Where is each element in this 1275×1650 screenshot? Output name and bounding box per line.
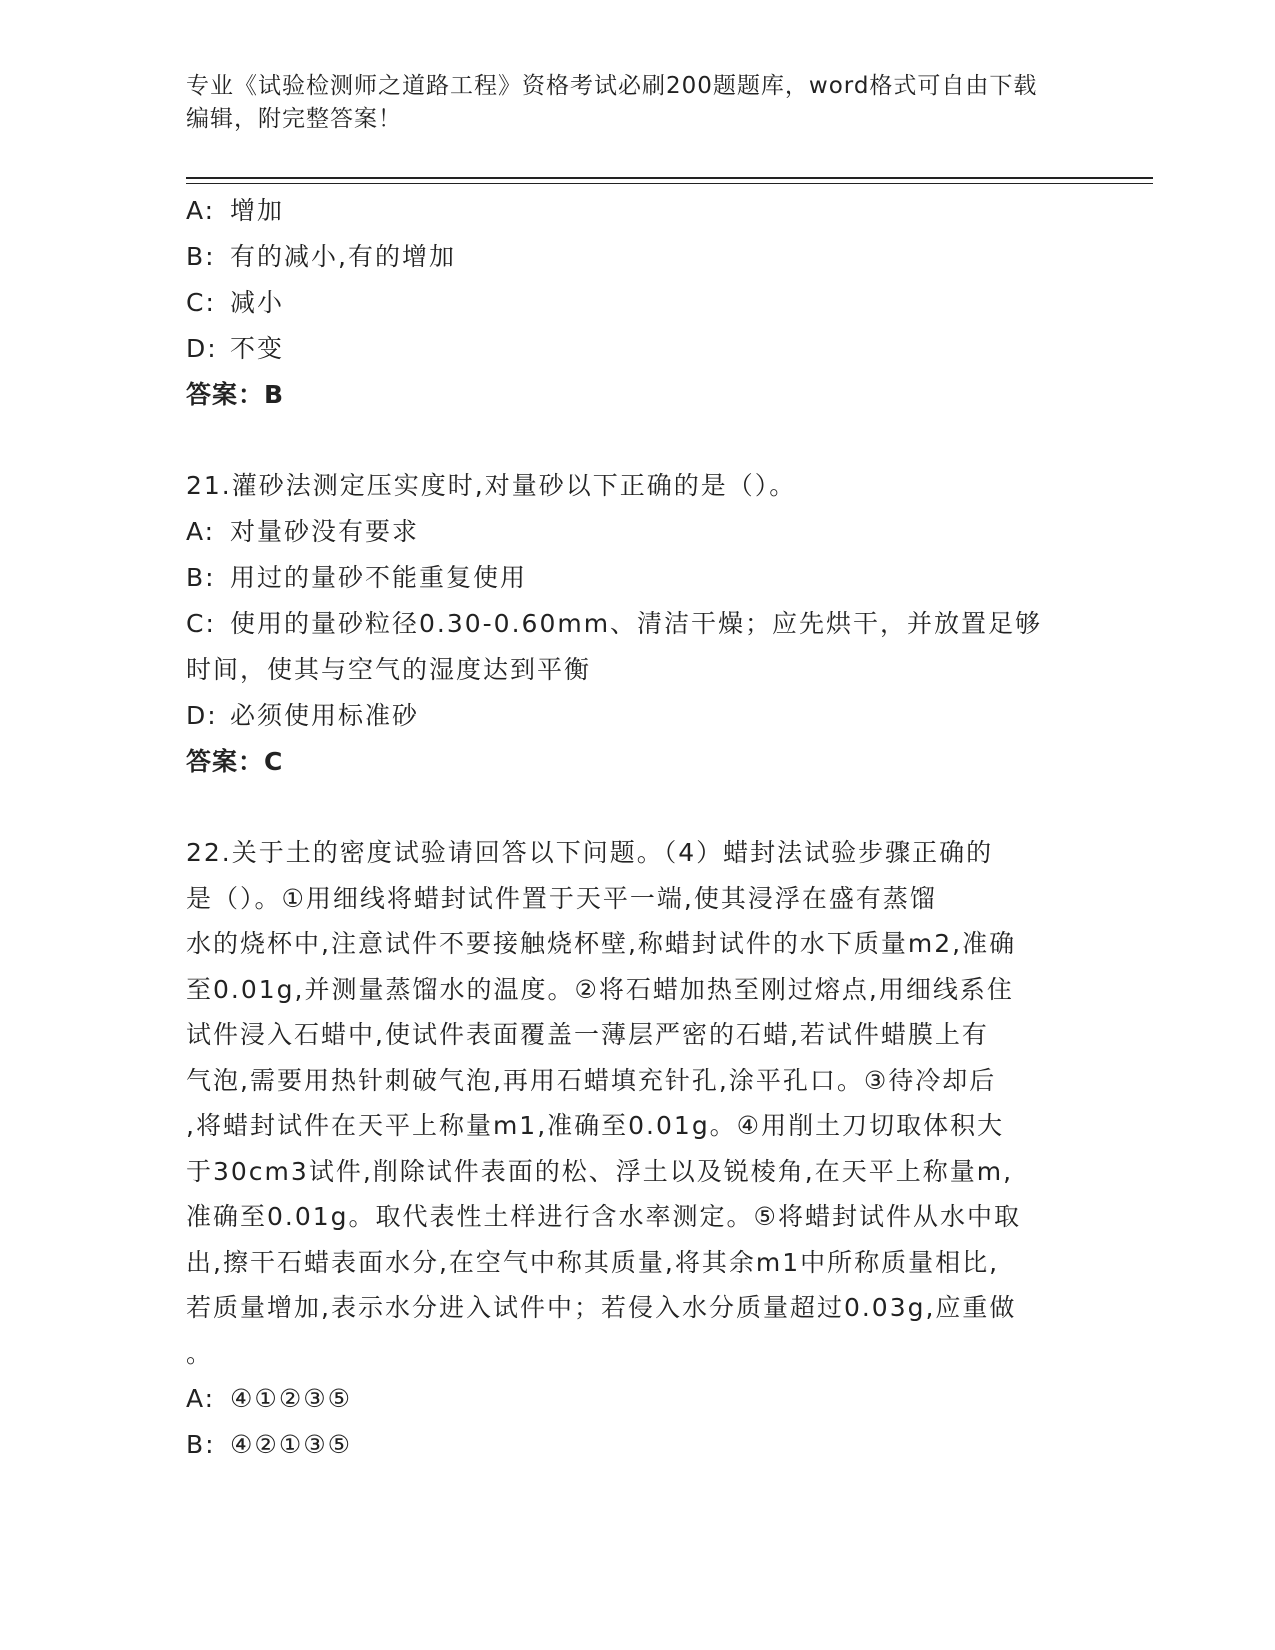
- option-label: C:: [186, 609, 216, 638]
- option-c: [186, 601, 1086, 647]
- option-text: 用过的量砂不能重复使用: [230, 563, 528, 592]
- question-stem-line: ,将蜡封试件在天平上称量m1,准确至0.01g。④用削土刀切取体积大: [186, 1111, 1005, 1140]
- question-stem-line: 试件浸入石蜡中,使试件表面覆盖一薄层严密的石蜡,若试件蜡膜上有: [186, 1020, 989, 1049]
- option-c: [186, 280, 1086, 326]
- option-b: [186, 555, 1086, 601]
- option-label: A:: [186, 1384, 216, 1413]
- option-label: B:: [186, 563, 216, 592]
- question-22: [186, 830, 1086, 1468]
- option-d: [186, 326, 1086, 372]
- question-stem-line: 气泡,需要用热针刺破气泡,再用石蜡填充针孔,涂平孔口。③待冷却后: [186, 1065, 997, 1095]
- header-line-2: 编辑，附完整答案！: [186, 106, 402, 132]
- page-header: [186, 70, 1086, 136]
- header-line-1: 专业《试验检测师之道路工程》资格考试必刷200题题库，word格式可自由下载: [186, 73, 1038, 99]
- option-text: ④②①③⑤: [230, 1430, 353, 1459]
- question-stem-line: 水的烧杯中,注意试件不要接触烧杯壁,称蜡封试件的水下质量m2,准确: [186, 929, 1017, 958]
- option-d: [186, 693, 1086, 739]
- option-text: 有的减小,有的增加: [230, 242, 456, 271]
- option-label: A:: [186, 517, 216, 546]
- option-text: 减小: [230, 288, 285, 317]
- option-text: ④①②③⑤: [230, 1384, 353, 1413]
- option-a: [186, 1376, 1086, 1422]
- question-stem-line: 若质量增加,表示水分进入试件中；若侵入水分质量超过0.03g,应重做: [186, 1293, 1017, 1322]
- document-body: [186, 188, 1086, 1468]
- option-text: 使用的量砂粒径0.30-0.60mm、清洁干燥；应先烘干，并放置足够: [230, 609, 1043, 638]
- question-stem-line: 出,擦干石蜡表面水分,在空气中称其质量,将其余m1中所称质量相比,: [186, 1247, 1000, 1277]
- question-stem-line: 是（）。①用细线将蜡封试件置于天平一端,使其浸浮在盛有蒸馏: [186, 883, 937, 913]
- option-text: 增加: [230, 196, 285, 225]
- header-rule: [186, 177, 1153, 184]
- option-label: D:: [186, 701, 218, 730]
- option-text: 必须使用标准砂: [230, 701, 420, 730]
- option-label: A:: [186, 196, 216, 225]
- answer: 答案：C: [186, 747, 284, 776]
- option-text: 对量砂没有要求: [230, 517, 420, 546]
- answer: 答案：B: [186, 380, 285, 409]
- question-stem-line: 准确至0.01g。取代表性土样进行含水率测定。⑤将蜡封试件从水中取: [186, 1202, 1021, 1231]
- option-b: [186, 1422, 1086, 1468]
- option-label: D:: [186, 334, 218, 363]
- option-text: 不变: [230, 334, 285, 363]
- option-a: [186, 188, 1086, 234]
- option-a: [186, 509, 1086, 555]
- question-20-options: [186, 188, 1086, 418]
- option-c-continuation: 时间，使其与空气的湿度达到平衡: [186, 655, 592, 684]
- option-label: B:: [186, 1430, 216, 1459]
- option-b: [186, 234, 1086, 280]
- question-stem-line: 于30cm3试件,削除试件表面的松、浮土以及锐棱角,在天平上称量m,: [186, 1156, 1014, 1186]
- option-label: C:: [186, 288, 216, 317]
- spacer: [186, 418, 1086, 463]
- spacer: [186, 785, 1086, 830]
- question-stem: 21.灌砂法测定压实度时,对量砂以下正确的是（）。: [186, 471, 797, 500]
- option-label: B:: [186, 242, 216, 271]
- question-stem-line: 至0.01g,并测量蒸馏水的温度。②将石蜡加热至刚过熔点,用细线系住: [186, 974, 1014, 1004]
- question-stem-line: 22.关于土的密度试验请回答以下问题。（4）蜡封法试验步骤正确的: [186, 838, 994, 867]
- question-21: [186, 463, 1086, 785]
- question-stem-line: 。: [186, 1338, 214, 1368]
